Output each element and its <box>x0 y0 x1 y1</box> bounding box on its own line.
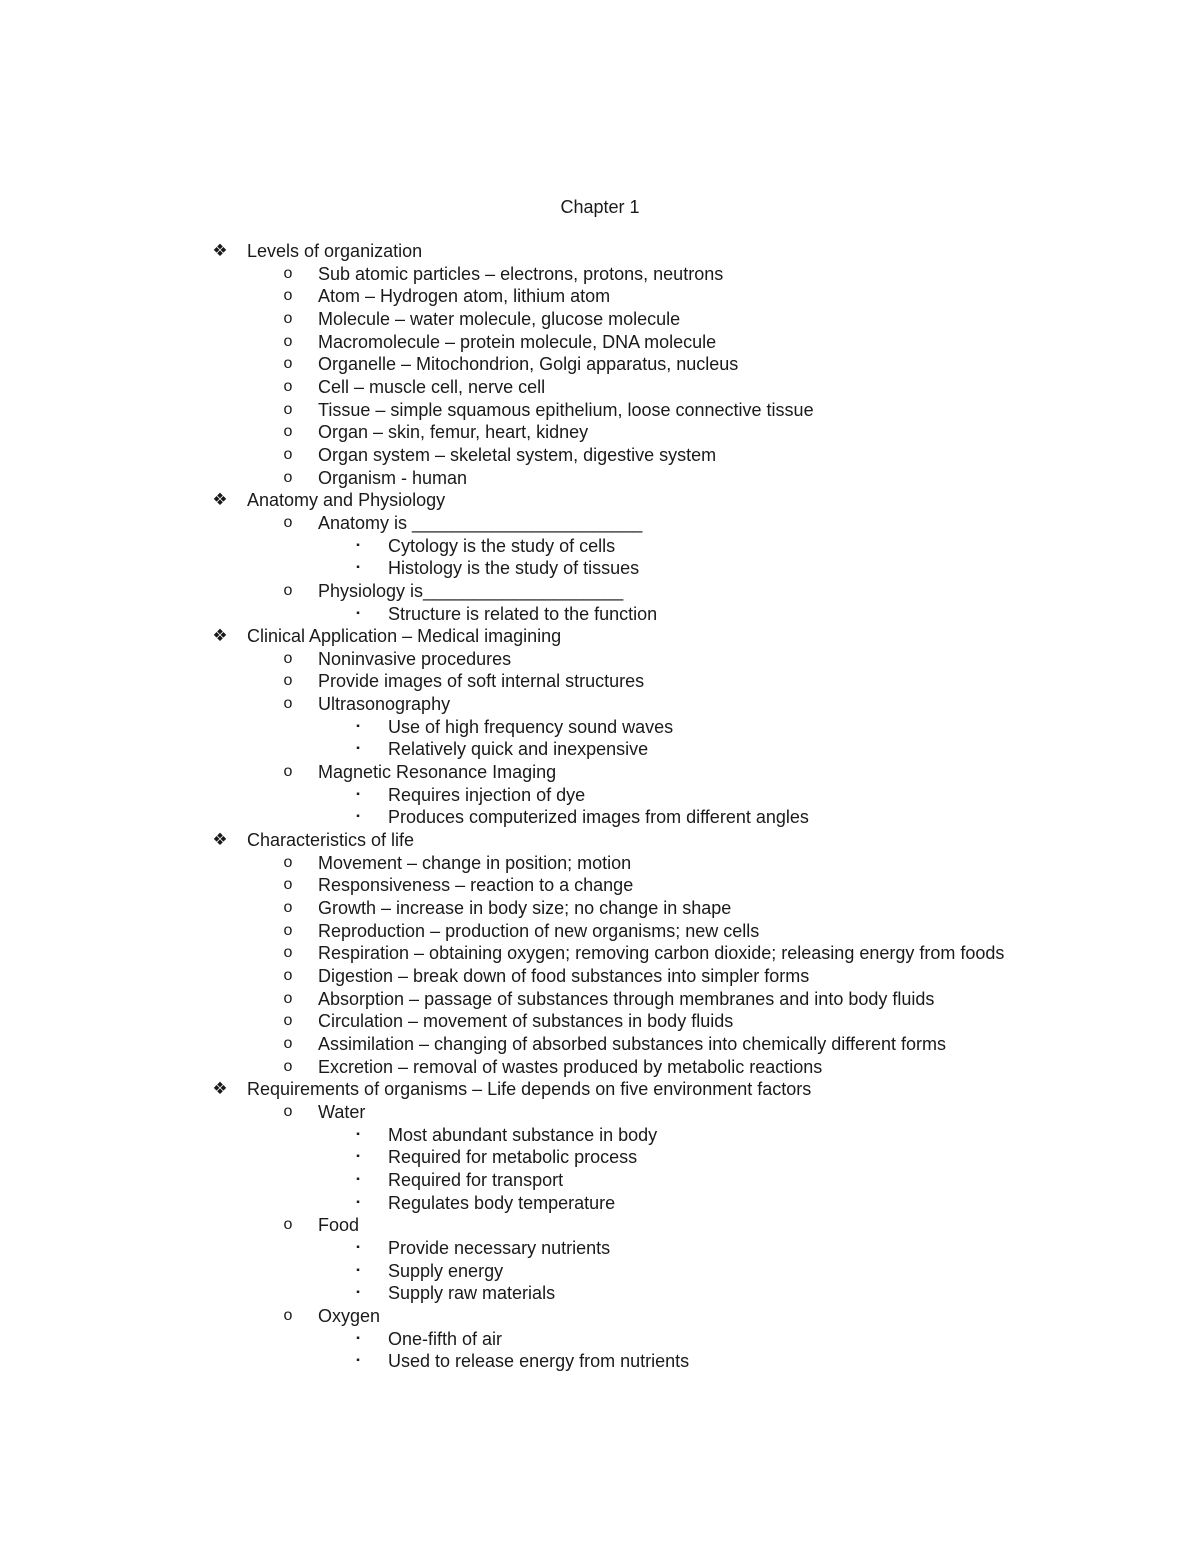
circle-bullet-icon: o <box>283 967 293 984</box>
circle-bullet-icon: o <box>283 468 293 486</box>
sub-list-item <box>0 738 1200 761</box>
square-bullet-icon: ▪ <box>356 1128 360 1140</box>
sub-list-item <box>0 557 1200 580</box>
circle-bullet-icon: o <box>283 672 293 690</box>
list-item <box>0 1033 1200 1056</box>
circle-bullet-icon: o <box>283 513 293 531</box>
circle-bullet-icon: o <box>283 763 293 781</box>
diamond-bullet-icon: ❖ <box>212 241 228 260</box>
square-bullet-icon: ▪ <box>356 743 360 755</box>
outline-text: Noninvasive procedures <box>318 648 512 669</box>
sub-list-item <box>0 1237 1200 1260</box>
outline-text: Relatively quick and inexpensive <box>388 739 649 760</box>
list-item <box>0 376 1200 399</box>
outline-text: Reproduction – production of new organisms; new cells <box>318 920 760 941</box>
list-item <box>0 263 1200 286</box>
outline-list <box>0 240 1200 1373</box>
outline-text: Food <box>318 1215 360 1236</box>
sub-list-item <box>0 1169 1200 1192</box>
outline-text: Absorption – passage of substances through membranes and into body fluids <box>318 988 935 1009</box>
square-bullet-icon: ▪ <box>356 1151 360 1163</box>
circle-bullet-icon: o <box>283 355 293 373</box>
circle-bullet-icon: o <box>283 944 293 962</box>
circle-bullet-icon: o <box>283 1034 293 1052</box>
outline-text: Anatomy and Physiology <box>247 490 446 511</box>
circle-bullet-icon: o <box>283 445 293 463</box>
outline-text: Used to release energy from nutrients <box>388 1351 690 1372</box>
list-item <box>0 1305 1200 1328</box>
list-item <box>0 467 1200 490</box>
square-bullet-icon: ▪ <box>356 788 360 800</box>
sub-list-item <box>0 1260 1200 1283</box>
circle-bullet-icon: o <box>283 649 293 667</box>
square-bullet-icon: ▪ <box>356 811 360 823</box>
diamond-bullet-icon: ❖ <box>212 490 228 510</box>
list-item <box>0 1010 1200 1033</box>
circle-bullet-icon: o <box>283 1102 293 1120</box>
diamond-bullet-icon: ❖ <box>212 626 228 646</box>
list-item <box>0 1101 1200 1124</box>
outline-text: Macromolecule – protein molecule, DNA molecule <box>318 331 717 352</box>
list-item <box>0 920 1200 943</box>
circle-bullet-icon: o <box>283 1216 293 1234</box>
outline-text: Cytology is the study of cells <box>388 535 616 556</box>
circle-bullet-icon: o <box>283 581 293 599</box>
outline-text: Requires injection of dye <box>388 784 586 805</box>
square-bullet-icon: ▪ <box>356 1196 360 1208</box>
section-heading <box>0 625 1200 648</box>
list-item <box>0 308 1200 331</box>
outline-text: One-fifth of air <box>388 1328 503 1349</box>
list-item <box>0 285 1200 308</box>
outline-text: Supply energy <box>388 1260 504 1281</box>
outline-text: Structure is related to the function <box>388 603 658 624</box>
outline-text: Magnetic Resonance Imaging <box>318 762 557 783</box>
list-item <box>0 421 1200 444</box>
square-bullet-icon: ▪ <box>356 1355 360 1367</box>
outline-text: Regulates body temperature <box>388 1192 616 1213</box>
section-heading <box>0 240 1200 263</box>
circle-bullet-icon: o <box>283 989 293 1007</box>
outline-text: Oxygen <box>318 1305 381 1326</box>
outline-text: Histology is the study of tissues <box>388 558 640 579</box>
sub-list-item <box>0 535 1200 558</box>
square-bullet-icon: ▪ <box>356 539 360 551</box>
diamond-bullet-icon: ❖ <box>212 830 228 850</box>
circle-bullet-icon: o <box>283 876 293 894</box>
list-item <box>0 1056 1200 1079</box>
list-item <box>0 580 1200 603</box>
sub-list-item <box>0 1350 1200 1373</box>
sub-list-item <box>0 1124 1200 1147</box>
outline-text: Ultrasonography <box>318 694 451 715</box>
square-bullet-icon: ▪ <box>356 1241 360 1253</box>
outline-text: Circulation – movement of substances in body fluids <box>318 1011 734 1032</box>
circle-bullet-icon: o <box>283 921 293 939</box>
outline-text: Clinical Application – Medical imagining <box>247 626 562 647</box>
square-bullet-icon: ▪ <box>356 1287 360 1299</box>
section-heading <box>0 829 1200 852</box>
outline-text: Excretion – removal of wastes produced by metabolic reactions <box>318 1056 823 1077</box>
circle-bullet-icon: o <box>283 899 293 917</box>
list-item <box>0 670 1200 693</box>
circle-bullet-icon: o <box>283 423 293 441</box>
list-item <box>0 693 1200 716</box>
outline-text: Required for transport <box>388 1169 564 1190</box>
page-title: Chapter 1 <box>560 197 640 217</box>
outline-text: Digestion – break down of food substances into simpler forms <box>318 966 810 986</box>
list-item <box>0 988 1200 1011</box>
outline-text: Assimilation – changing of absorbed substances into chemically different forms <box>318 1033 946 1054</box>
circle-bullet-icon: o <box>283 1306 293 1324</box>
list-item <box>0 512 1200 535</box>
circle-bullet-icon: o <box>283 332 293 350</box>
list-item <box>0 1214 1200 1237</box>
outline-text: Water <box>318 1101 366 1122</box>
outline-text: Respiration – obtaining oxygen; removing carbon dioxide; releasing energy from foods <box>318 943 1005 964</box>
square-bullet-icon: ▪ <box>356 1173 360 1185</box>
circle-bullet-icon: o <box>283 309 293 327</box>
diamond-bullet-icon: ❖ <box>212 1079 228 1099</box>
outline-text: Organelle – Mitochondrion, Golgi apparatus, nucleus <box>318 354 739 375</box>
list-item <box>0 648 1200 671</box>
outline-text: Produces computerized images from different angles <box>388 807 809 828</box>
circle-bullet-icon: o <box>283 400 293 418</box>
outline-text: Cell – muscle cell, nerve cell <box>318 376 546 397</box>
outline-text: Organism - human <box>318 467 468 488</box>
outline-text: Tissue – simple squamous epithelium, loose connective tissue <box>318 399 814 420</box>
outline-text: Atom – Hydrogen atom, lithium atom <box>318 286 611 307</box>
sub-list-item <box>0 716 1200 739</box>
section-heading <box>0 1078 1200 1101</box>
sub-list-item <box>0 1192 1200 1215</box>
circle-bullet-icon: o <box>283 853 293 871</box>
circle-bullet-icon: o <box>283 377 293 395</box>
square-bullet-icon: ▪ <box>356 720 360 732</box>
outline-text: Provide images of soft internal structures <box>318 671 645 692</box>
circle-bullet-icon: o <box>283 695 293 713</box>
sub-list-item <box>0 806 1200 829</box>
square-bullet-icon: ▪ <box>356 1332 360 1344</box>
list-item <box>0 965 1200 988</box>
section-heading <box>0 489 1200 512</box>
outline-text: Anatomy is _______________________ <box>318 512 643 533</box>
list-item <box>0 852 1200 875</box>
outline-text: Organ – skin, femur, heart, kidney <box>318 422 589 443</box>
circle-bullet-icon: o <box>283 287 293 305</box>
sub-list-item <box>0 1282 1200 1305</box>
list-item <box>0 399 1200 422</box>
sub-list-item <box>0 603 1200 626</box>
outline-text: Requirements of organisms – Life depends on five environment factors <box>247 1079 812 1100</box>
list-item <box>0 897 1200 920</box>
circle-bullet-icon: o <box>283 1057 293 1075</box>
outline-text: Required for metabolic process <box>388 1147 638 1168</box>
list-item <box>0 761 1200 784</box>
outline-text: Provide necessary nutrients <box>388 1237 611 1258</box>
outline-text: Responsiveness – reaction to a change <box>318 875 634 896</box>
square-bullet-icon: ▪ <box>356 607 360 619</box>
outline-text: Characteristics of life <box>247 830 415 851</box>
sub-list-item <box>0 1328 1200 1351</box>
outline-text: Physiology is____________________ <box>318 580 624 601</box>
list-item <box>0 353 1200 376</box>
list-item <box>0 942 1200 965</box>
list-item <box>0 331 1200 354</box>
outline-text: Levels of organization <box>247 241 423 261</box>
list-item <box>0 874 1200 897</box>
square-bullet-icon: ▪ <box>356 1264 360 1276</box>
outline-text: Growth – increase in body size; no change in shape <box>318 898 732 919</box>
outline-text: Sub atomic particles – electrons, protons, neutrons <box>318 263 724 284</box>
outline-text: Molecule – water molecule, glucose molecule <box>318 308 681 329</box>
outline-text: Most abundant substance in body <box>388 1124 658 1145</box>
sub-list-item <box>0 1146 1200 1169</box>
circle-bullet-icon: o <box>283 264 293 282</box>
sub-list-item <box>0 784 1200 807</box>
outline-text: Supply raw materials <box>388 1283 556 1304</box>
outline-text: Organ system – skeletal system, digestive system <box>318 444 717 465</box>
circle-bullet-icon: o <box>283 1012 293 1030</box>
outline-text: Movement – change in position; motion <box>318 852 632 873</box>
square-bullet-icon: ▪ <box>356 562 360 574</box>
outline-text: Use of high frequency sound waves <box>388 716 674 737</box>
list-item <box>0 444 1200 467</box>
